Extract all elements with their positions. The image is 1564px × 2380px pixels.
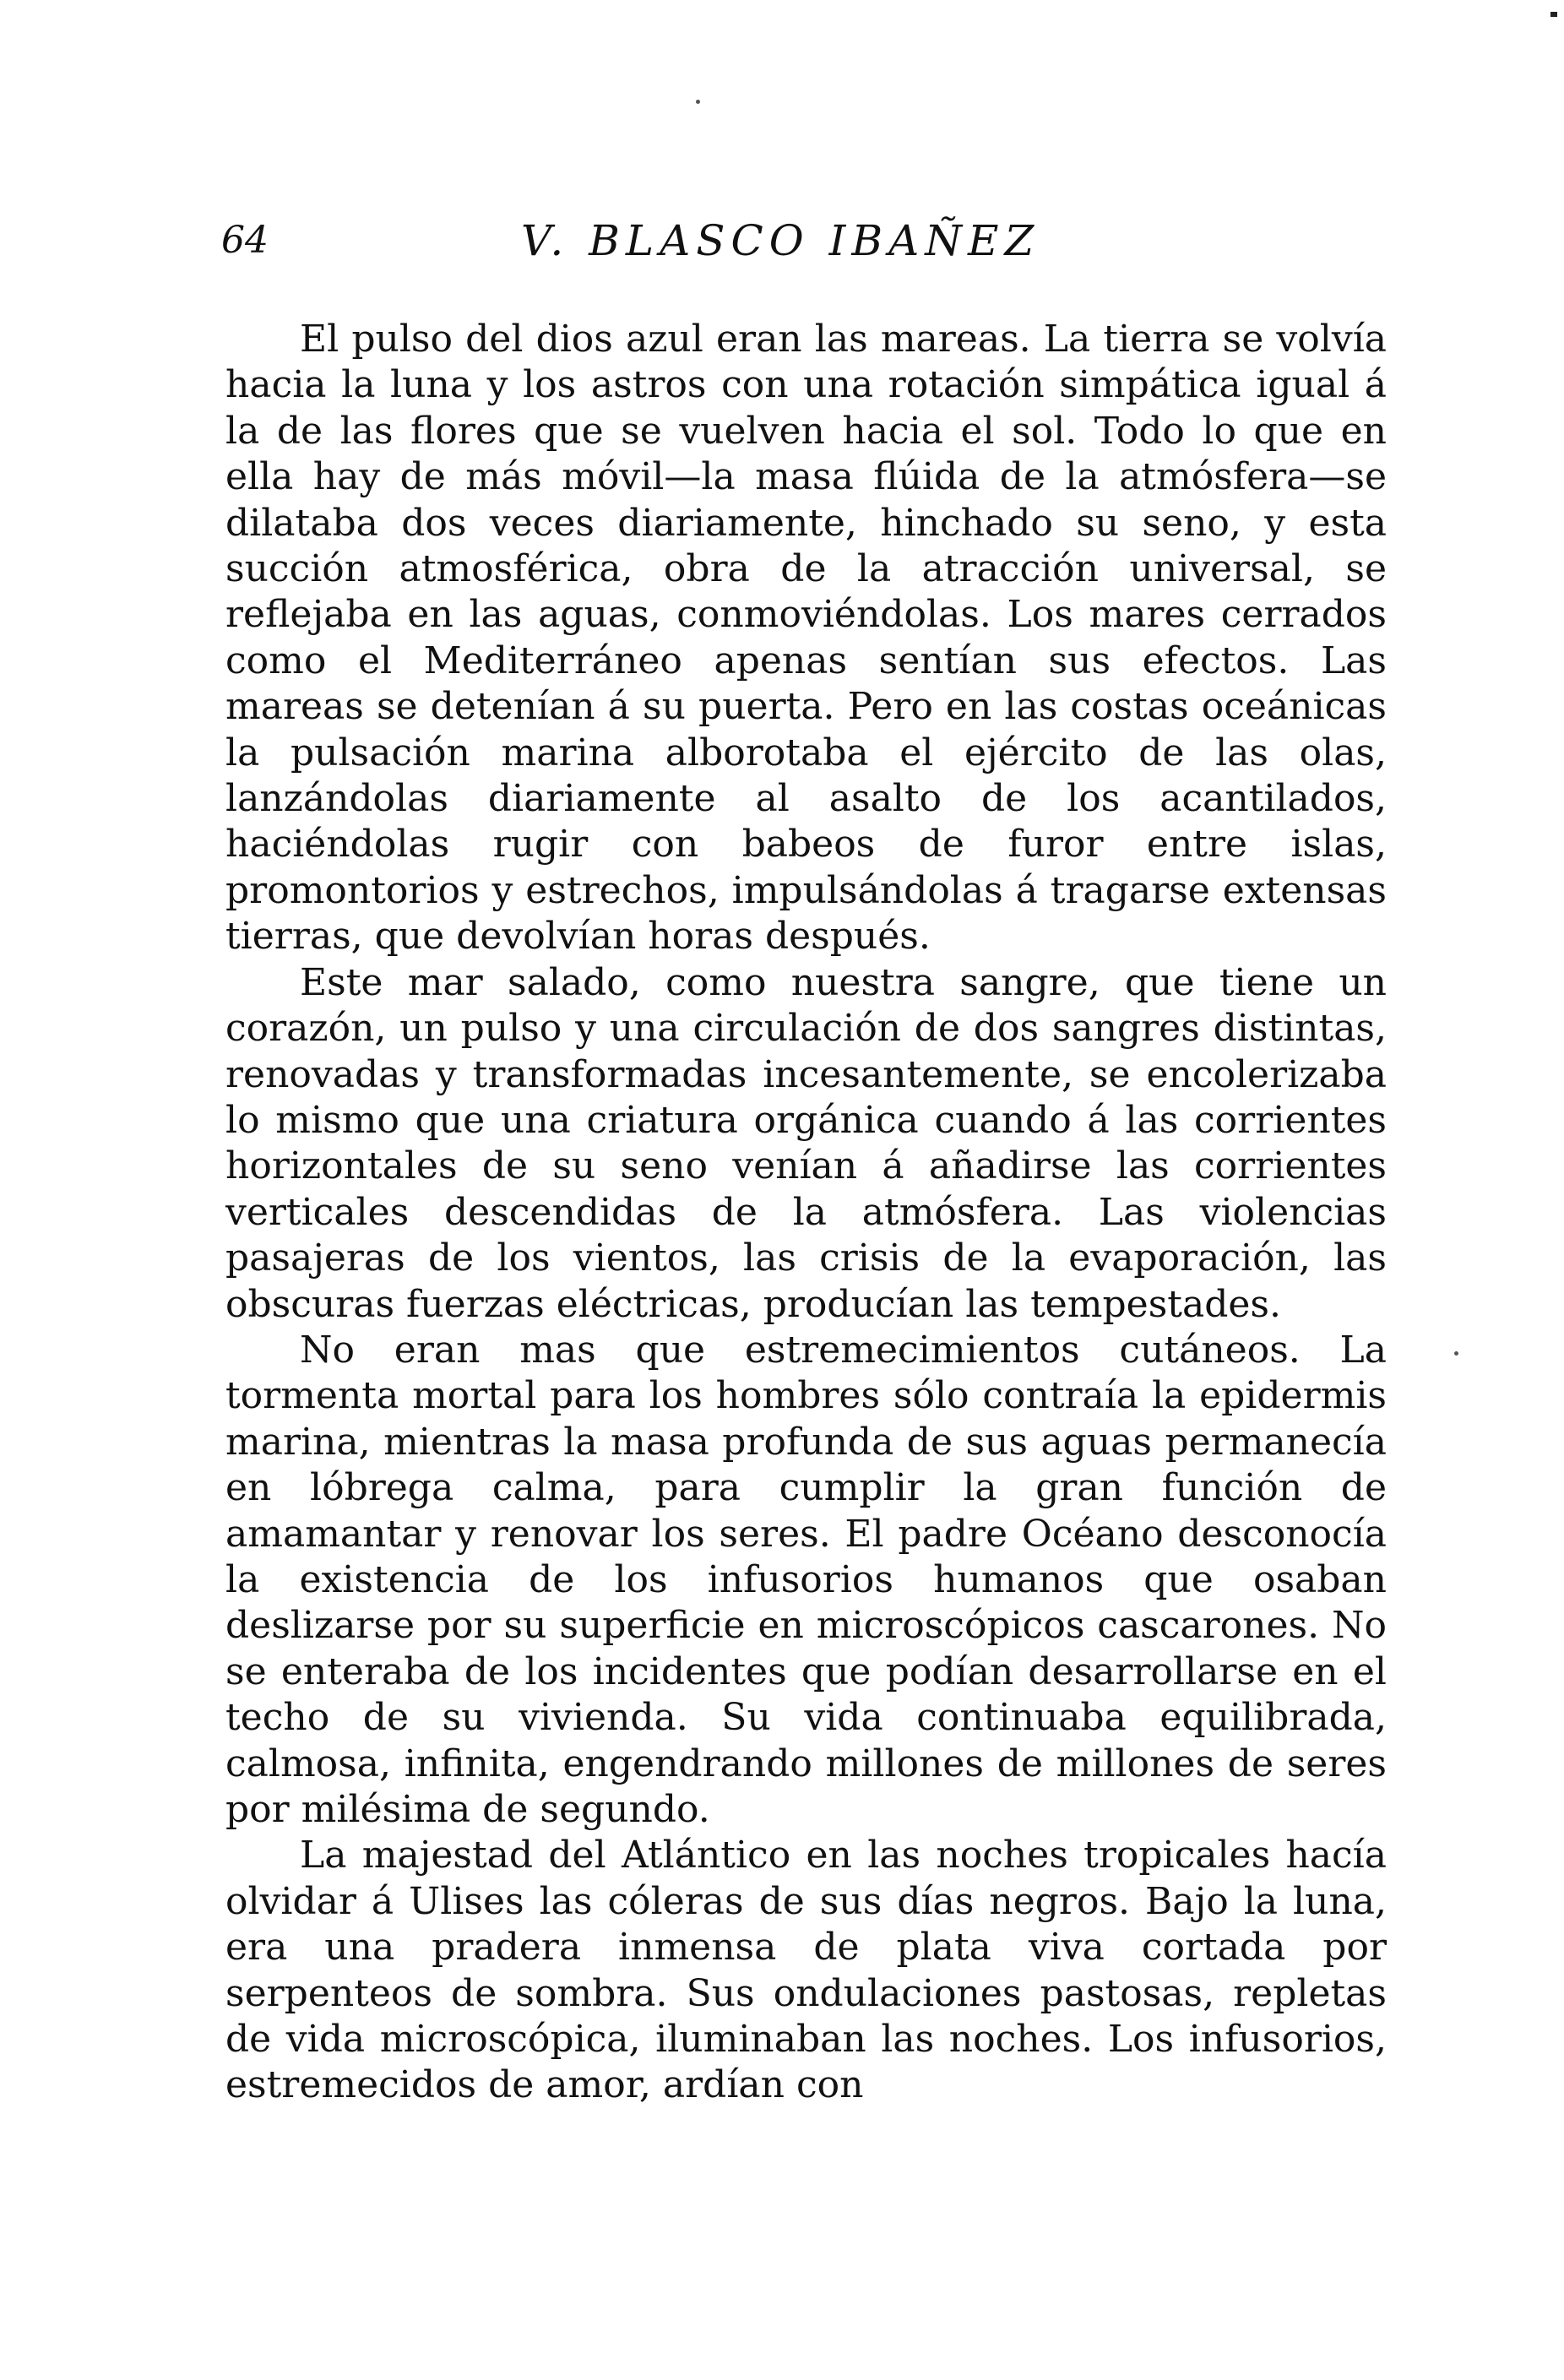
scan-speck — [1454, 1351, 1458, 1356]
paragraph: El pulso del dios azul eran las mareas. La tierra se volvía hacia la luna y los astros con una rotación simpática igual á la de las flores que se vuelven hacia el sol. Todo lo que en ella hay de más móvil—la masa flúida de la atmósfera—se dilataba dos veces diariamente, hinchado su seno, y esta succión atmosférica, obra de la atracción universal, se reflejaba en las aguas, conmoviéndolas. Los mares cerrados como el Mediterráneo apenas sentían sus efectos. Las mareas se detenían á su puerta. Pero en las costas oceánicas la pulsación marina alborotaba el ejército de las olas, lanzándolas diariamente al asalto de los acantilados, haciéndolas rugir con babeos de furor entre islas, promontorios y estrechos, impulsándolas á tragarse extensas tierras, que devolvían horas después. — [225, 318, 1387, 959]
scan-speck — [696, 100, 700, 104]
scan-mark — [1550, 12, 1557, 17]
body-text — [225, 317, 1387, 2109]
page-header — [221, 211, 1387, 270]
page-number: 64 — [221, 219, 269, 262]
paragraph: La majestad del Atlántico en las noches tropicales hacía olvidar á Ulises las cóleras de sus días negros. Bajo la luna, era una pradera inmensa de plata viva cortada por serpenteos de sombra. Sus ondulaciones pastosas, repletas de vida microscópica, iluminaban las noches. Los infusorios, estremecidos de amor, ardían con — [225, 1834, 1387, 2107]
running-head: V. BLASCO IBAÑEZ — [521, 216, 1040, 265]
paragraph: Este mar salado, como nuestra sangre, que tiene un corazón, un pulso y una circulación de dos sangres distintas, renovadas y transformadas incesantemente, se encolerizaba lo mismo que una criatura orgánica cuando á las corrientes horizontales de su seno venían á añadirse las corrientes verticales descendidas de la atmósfera. Las violencias pasajeras de los vientos, las crisis de la evaporación, las obscuras fuerzas eléctricas, producían las tempestades. — [225, 960, 1387, 1326]
paragraph: No eran mas que estremecimientos cutáneos. La tormenta mortal para los hombres sólo contraía la epidermis marina, mientras la masa profunda de sus aguas permanecía en lóbrega calma, para cumplir la gran función de amamantar y renovar los seres. El padre Océano desconocía la existencia de los infusorios humanos que osaban deslizarse por su superficie en microscópicos cascarones. No se enteraba de los incidentes que podían desarrollarse en el techo de su vivienda. Su vida continuaba equilibrada, calmosa, infinita, engendrando millones de millones de seres por milésima de segundo. — [225, 1328, 1387, 1831]
